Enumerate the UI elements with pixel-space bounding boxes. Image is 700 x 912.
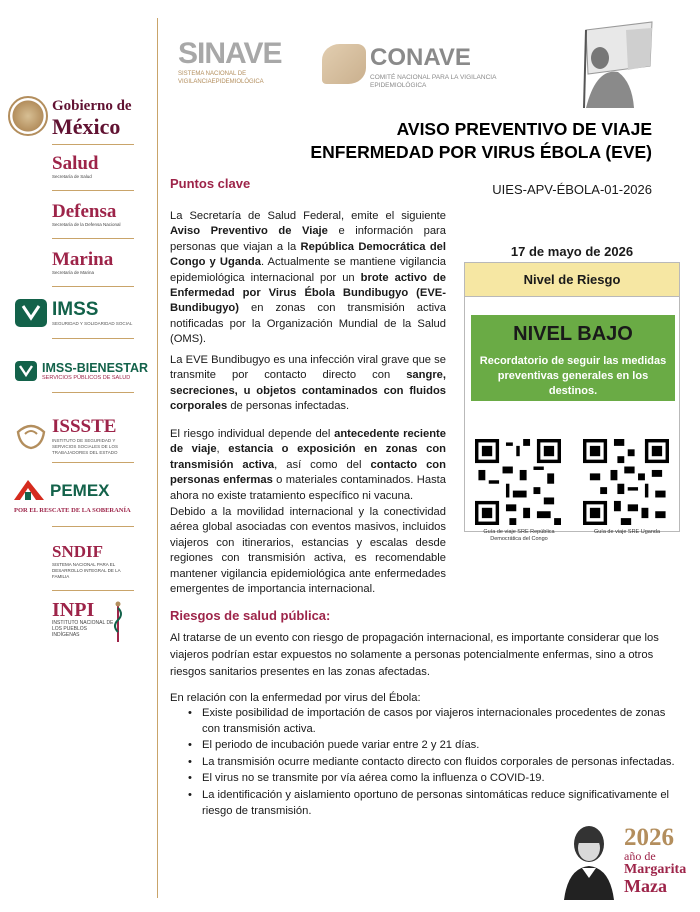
marina-sub: Secretaría de Marina	[52, 270, 95, 275]
list-item: • La identificación y aislamiento oportuno de personas sintomáticas reduce significativamente el riesgo de transmisión.	[188, 788, 682, 819]
risk-panel	[464, 262, 680, 542]
imss-bienestar-icon	[14, 360, 38, 382]
document-title	[270, 118, 652, 164]
text: o materiales contaminados. Hasta ahora no existe tratamiento específico ni vacuna.	[170, 474, 446, 502]
list-item: • La transmisión ocurre mediante contacto directo con fluidos corporales de personas infectadas.	[188, 755, 682, 771]
risks-intro: Al tratarse de un evento con riesgo de propagación internacional, es importante considerar que los viajeros podrían estar expuestos no solamente a personas potencialmente enfermas, sino a otros riesgos sanitarios presentes en las zonas afectadas.	[170, 632, 659, 678]
year-subtext: año de	[624, 849, 656, 863]
qr1-caption: Guía de viaje SRE República Democrática del Congo	[483, 529, 555, 542]
imss-logo	[14, 298, 132, 328]
text-bold: brote activo de Enfermedad por Virus Ébola Bundibugyo (EVE-Bundibugyo)	[170, 271, 446, 315]
flag-woman-illustration	[566, 20, 658, 110]
title-line1: AVISO PREVENTIVO DE VIAJE	[396, 119, 652, 139]
marina-name: Marina	[52, 249, 114, 270]
issste-logo	[14, 416, 134, 456]
salud-logo	[52, 154, 142, 180]
text-bold: contacto con personas enfermas	[170, 458, 446, 487]
inpi-sub: INSTITUTO NACIONAL DE LOS PUEBLOS INDÍGENAS	[52, 620, 114, 638]
divider	[52, 338, 134, 339]
qr2-caption: Guía de viaje SRE Uganda	[593, 529, 661, 535]
pemex-name: PEMEX	[50, 481, 110, 500]
riesgos-heading: Riesgos de salud pública:	[170, 608, 331, 623]
national-seal-icon	[8, 96, 48, 136]
sndif-logo	[52, 542, 138, 580]
pemex-logo	[12, 478, 110, 504]
pemex-sub: POR EL RESCATE DE LA SOBERANÍA	[14, 507, 131, 514]
sidebar-divider-line	[157, 18, 158, 898]
risk-level: NIVEL BAJO	[513, 323, 633, 345]
gobierno-de-mexico-logo	[8, 94, 148, 140]
mexico-map-icon	[322, 44, 366, 84]
text-bold: antecedente reciente de viaje	[170, 428, 446, 456]
divider	[52, 526, 134, 527]
inpi-name: INPI	[52, 599, 95, 621]
risks-lead: En relación con la enfermedad por virus del Ébola:	[170, 692, 421, 704]
paragraph-4: Debido a la movilidad internacional y la conectividad aérea global asociadas con eventos masivos, incluidos viajeros con itinerarios, estancias y escalas desde regiones con transmisión activa, es recomendable mantener vigilancia epidemiológica ante enfermedades emergentes de importancia internacional.	[170, 506, 446, 596]
gobierno-line1: Gobierno de	[52, 98, 132, 114]
text: en zonas con transmisión activa notificadas por la Organización Mundial de la Salud (OMS).	[170, 302, 446, 346]
divider	[52, 462, 134, 463]
sinave-sub: SISTEMA NACIONAL DE VIGILANCIAEPIDEMIOLÓGICA	[178, 71, 264, 85]
sinave-name: SINAVE	[178, 37, 282, 70]
risk-header: Nivel de Riesgo	[465, 263, 679, 297]
sndif-sub: SISTEMA NACIONAL PARA EL DESARROLLO INTEGRAL DE LA FAMILIA	[52, 562, 121, 579]
imss-bienestar-name: IMSS-BIENESTAR	[42, 361, 149, 375]
defensa-logo	[52, 202, 142, 228]
title-line2: ENFERMEDAD POR VIRUS ÉBOLA (EVE)	[310, 142, 652, 162]
defensa-sub: Secretaría de la Defensa Nacional	[52, 222, 121, 227]
issste-name: ISSSTE	[52, 416, 117, 437]
divider	[52, 590, 134, 591]
text: de personas infectadas.	[227, 400, 350, 413]
imss-bienestar-sub: SERVICIOS PÚBLICOS DE SALUD	[42, 375, 131, 381]
salud-sub: Secretaría de Salud	[52, 174, 92, 179]
divider	[52, 238, 134, 239]
qr-code-congo-icon[interactable]	[475, 439, 561, 525]
divider	[52, 144, 134, 145]
puntos-clave-heading: Puntos clave	[170, 176, 251, 191]
issste-sub: INSTITUTO DE SEGURIDAD Y SERVICIOS SOCIALES DE LOS TRABAJADORES DEL ESTADO	[52, 438, 118, 455]
text: e información para personas que viajan a la	[170, 225, 446, 253]
text-bold: estancia o exposición en zonas con transmisión activa	[170, 443, 446, 471]
text-bold: Aviso Preventivo de Viaje	[170, 225, 328, 238]
risk-level-box	[471, 315, 675, 401]
conave-name: CONAVE	[370, 44, 471, 71]
risk-message: Recordatorio de seguir las medidas preventivas generales en los destinos.	[479, 355, 667, 397]
sinave-logo	[178, 38, 298, 86]
paragraph-3	[170, 427, 446, 504]
document-code: UIES-APV-ÉBOLA-01-2026	[492, 182, 652, 197]
text-bold: República Democrática del Congo y Uganda	[170, 240, 446, 269]
defensa-name: Defensa	[52, 201, 117, 222]
text: El riesgo individual depende del	[170, 428, 335, 440]
imss-sub: SEGURIDAD Y SOLIDARIDAD SOCIAL	[52, 321, 133, 326]
date: 17 de mayo de 2026	[510, 244, 634, 259]
issste-shield-icon	[14, 422, 48, 450]
divider	[52, 190, 134, 191]
paragraph-2	[170, 353, 446, 415]
list-item: • Existe posibilidad de importación de casos por viajeros internacionales procedentes de zonas con transmisión activa.	[188, 706, 682, 737]
year-text: 2026	[624, 824, 674, 851]
year-badge	[624, 826, 694, 895]
qr-code-uganda-icon[interactable]	[583, 439, 669, 525]
text: La EVE Bundibugyo es una infección viral grave que se transmite por contacto directo con	[170, 354, 446, 382]
conave-sub: COMITÉ NACIONAL PARA LA VIGILANCIA EPIDEMIOLÓGICA	[370, 74, 497, 89]
text: . Actualmente se mantiene vigilancia epidemiológica internacional por un	[170, 256, 446, 284]
sndif-name: SNDIF	[52, 542, 104, 561]
imss-name: IMSS	[52, 299, 99, 320]
pemex-eagle-icon	[12, 478, 46, 504]
marina-logo	[52, 250, 142, 276]
gobierno-line2: México	[52, 114, 121, 139]
divider	[52, 392, 134, 393]
text: , así como del	[274, 458, 371, 471]
sidebar	[0, 0, 150, 912]
list-item: • El virus no se transmite por vía aérea como la influenza o COVID-19.	[188, 771, 682, 787]
salud-name: Salud	[52, 153, 99, 174]
divider	[52, 286, 134, 287]
paragraph-1	[170, 209, 446, 348]
text-bold: sangre, secreciones, u objetos contaminados con fluidos corporales	[170, 369, 446, 413]
imss-bienestar-logo	[14, 360, 148, 382]
imss-eagle-icon	[14, 298, 48, 328]
inpi-feather-icon	[110, 600, 126, 644]
text: ,	[216, 443, 229, 456]
text: La Secretaría de Salud Federal, emite el siguiente	[170, 210, 446, 222]
margarita-maza-portrait	[560, 820, 618, 900]
risks-bullet-list	[188, 706, 682, 820]
margarita-text: Margarita	[624, 862, 687, 877]
list-item: • El periodo de incubación puede variar entre 2 y 21 días.	[188, 738, 682, 754]
maza-text: Maza	[624, 876, 667, 896]
